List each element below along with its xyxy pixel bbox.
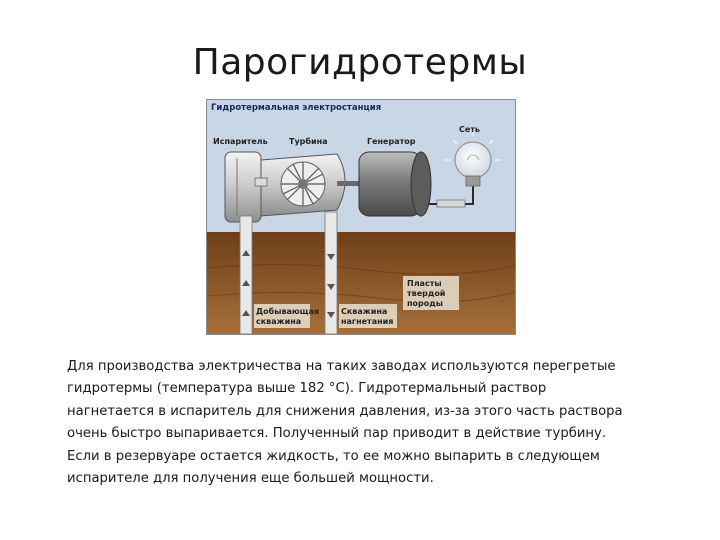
evaporator-shape bbox=[225, 152, 261, 222]
generator-label: Генератор bbox=[367, 137, 416, 146]
turbine-rotor-shape bbox=[281, 162, 325, 206]
injection-well-shape bbox=[325, 212, 337, 334]
generator-shape bbox=[359, 152, 431, 216]
body-line: Если в резервуаре остается жидкость, то ее можно выпарить в следующем bbox=[67, 448, 600, 464]
body-paragraph bbox=[67, 356, 667, 490]
rock-layers-label-line3: породы bbox=[407, 299, 443, 308]
production-well-label-line2: скважина bbox=[256, 317, 302, 326]
rock-layers-label-line1: Пласты bbox=[407, 279, 442, 288]
body-line: Для производства электричества на таких заводах используются перегретые bbox=[67, 359, 616, 374]
body-line: нагнетается в испаритель для снижения давления, из-за этого часть раствора bbox=[67, 403, 623, 419]
body-line: гидротермы (температура выше 182 °С). Гидротермальный раствор bbox=[67, 381, 547, 397]
evaporator-label: Испаритель bbox=[213, 137, 268, 146]
body-line: очень быстро выпаривается. Полученный пар приводит в действие турбину. bbox=[67, 426, 607, 442]
rock-layers-label-line2: твердой bbox=[407, 289, 446, 298]
diagram-caption: Гидротермальная электростанция bbox=[211, 103, 382, 113]
production-well-label-line1: Добывающая bbox=[256, 307, 320, 316]
injection-well-label-line2: нагнетания bbox=[341, 317, 394, 326]
body-line: испарителе для получения еще большей мощности. bbox=[67, 471, 434, 487]
turbine-label: Турбина bbox=[289, 137, 328, 146]
production-well-shape bbox=[240, 216, 252, 334]
injection-well-label-line1: Скважина bbox=[341, 307, 388, 316]
slide-title: Парогидротермы bbox=[192, 42, 528, 83]
geothermal-plant-diagram bbox=[206, 99, 516, 335]
grid-label: Сеть bbox=[459, 125, 480, 134]
